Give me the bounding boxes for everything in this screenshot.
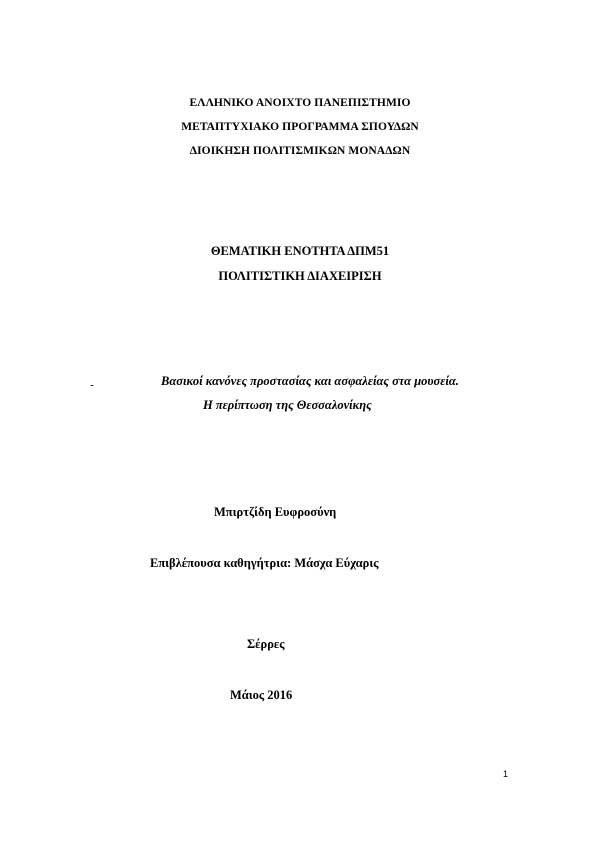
module-code: ΘΕΜΑΤΙΚΗ ΕΝΟΤΗΤΑ ΔΠΜ51 [210,244,390,258]
date: Μάιος 2016 [230,688,293,702]
supervisor: Επιβλέπουσα καθηγήτρια: Μάσχα Εύχαρις [150,556,379,570]
page-number: 1 [502,769,508,779]
author-name: Μπιρτζίδη Ευφροσύνη [214,505,337,519]
thesis-title-line-1: Βασικοί κανόνες προστασίας και ασφαλείας στα μουσεία. [161,374,459,388]
place: Σέρρες [247,637,285,651]
department-name: ΔΙΟΙΚΗΣΗ ΠΟΛΙΤΙΣΜΙΚΩΝ ΜΟΝΑΔΩΝ [189,145,411,157]
stray-dash: - [90,379,94,391]
university-name: ΕΛΛΗΝΙΚΟ ΑΝΟΙΧΤΟ ΠΑΝΕΠΙΣΤΗΜΙΟ [189,97,411,109]
program-name: ΜΕΤΑΠΤΥΧΙΑΚΟ ΠΡΟΓΡΑΜΜΑ ΣΠΟΥΔΩΝ [181,121,419,133]
thesis-title-line-2: Η περίπτωση της Θεσσαλονίκης [203,398,372,412]
module-name: ΠΟΛΙΤΙΣΤΙΚΗ ΔΙΑΧΕΙΡΙΣΗ [218,269,382,283]
